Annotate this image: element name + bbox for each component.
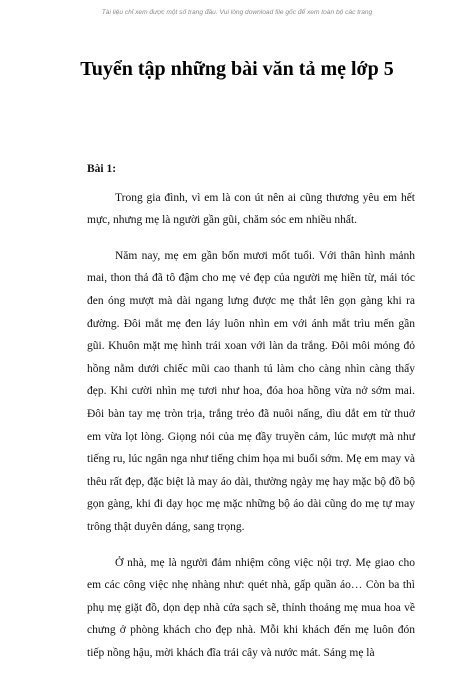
paragraph-3: Ở nhà, mẹ là người đảm nhiệm công việc nội trợ. Mẹ giao cho em các công việc nhẹ nhàng như: quét nhà, gấp quần áo… Còn ba thì phụ mẹ giặt đồ, dọn dẹp nhà cửa sạch sẽ, thỉnh thoảng mẹ mua hoa về chưng ở phòng khách cho đẹp nhà. Mỗi khi khách đến mẹ luôn đón tiếp nồng hậu, mời khách đĩa trái cây và nước mát. Sáng mẹ là (87, 556, 415, 659)
section-label: Bài 1: (87, 163, 117, 175)
document-title: Tuyển tập những bài văn tả mẹ lớp 5 (80, 58, 394, 80)
paragraph-1: Trong gia đình, vì em là con út nên ai cũng thương yêu em hết mực, nhưng mẹ là người gần gũi, chăm sóc em nhiều nhất. (87, 191, 415, 227)
paragraph-2: Năm nay, mẹ em gần bốn mươi mốt tuổi. Với thân hình mảnh mai, thon thả đã tô đậm cho mẹ vẻ đẹp của người mẹ hiền từ, mái tóc đen óng mượt mà dài ngang lưng được mẹ thắt lên gọn gàng khi ra đường. Đôi mắt mẹ đen láy luôn nhìn em với ánh mắt trìu mến gần gũi. Khuôn mặt mẹ hình trái xoan với làn da trắng. Đôi môi mỏng đỏ hồng nằm dưới chiếc mũi cao thanh tú làm cho càng nhìn càng thấy đẹp. Khi cười nhìn mẹ tươi như hoa, đóa hoa hồng vừa nở sớm mai. Đôi bàn tay mẹ tròn trịa, trắng trẻo đã nuôi nấng, dìu dắt em từ thuở em vừa lọt lòng. Giọng nói của mẹ đầy truyền cảm, lúc mượt mà như tiếng ru, lúc ngân nga như tiếng chim họa mi buổi sớm. Mẹ em may và thêu rất đẹp, đặc biệt là may áo dài, thường ngày mẹ hay mặc bộ đồ bộ gọn gàng, khi đi dạy học mẹ mặc những bộ áo dài cũng do mẹ tự may trông thật duyên dáng, sang trọng. (87, 249, 415, 533)
header-note: Tài liệu chỉ xem được một số trang đầu. Vui lòng download file gốc để xem toàn bộ các trang (101, 9, 373, 16)
document-body (87, 158, 415, 677)
